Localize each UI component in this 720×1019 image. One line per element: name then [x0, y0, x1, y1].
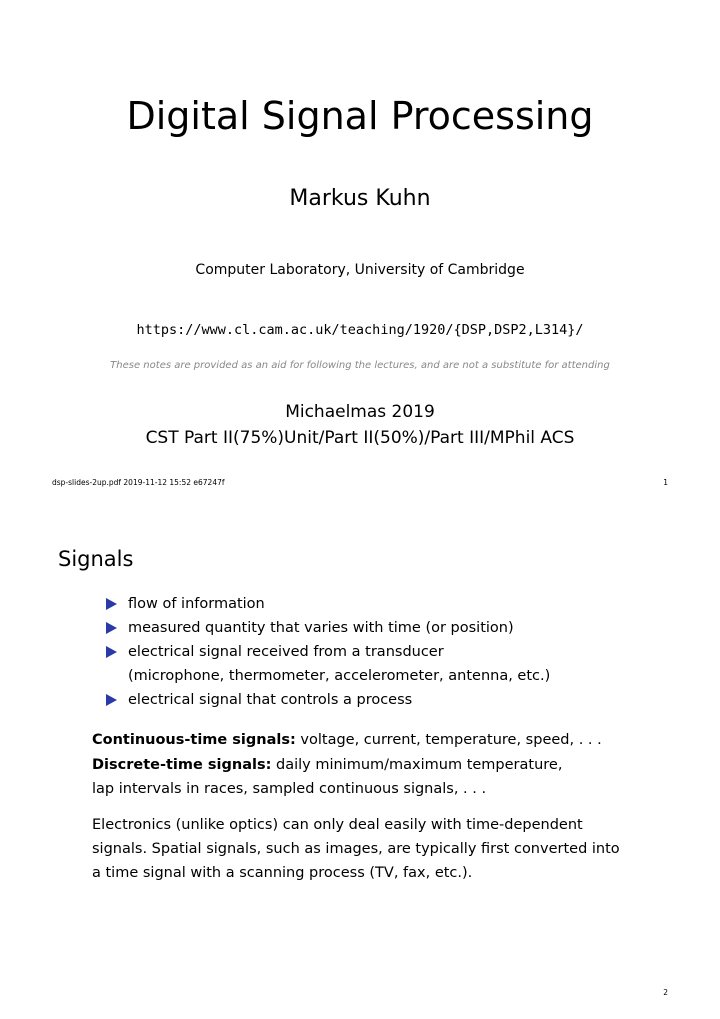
term-label: Michaelmas 2019	[285, 402, 435, 422]
list-item: electrical signal that controls a process	[106, 688, 666, 712]
list-item: electrical signal received from a transducer (microphone, thermometer, accelerometer, antenna, etc.)	[106, 640, 666, 688]
triangle-bullet-icon	[106, 598, 117, 610]
triangle-bullet-icon	[106, 694, 117, 706]
triangle-bullet-icon	[106, 622, 117, 634]
electronics-paragraph: Electronics (unlike optics) can only deal easily with time-dependent signals. Spatial signals, such as images, are typically first converted into a time signal with a scanning process (TV, fax, etc.).	[92, 817, 620, 881]
disclaimer-note: These notes are provided as an aid for following the lectures, and are not a substitute for attending	[110, 360, 610, 371]
discrete-text: daily minimum/maximum temperature,	[271, 757, 563, 773]
discrete-time-paragraph	[92, 753, 662, 801]
slide-title: Digital Signal Processing	[126, 94, 594, 138]
list-item: flow of information	[106, 592, 666, 616]
continuous-time-paragraph	[92, 728, 662, 752]
course-url[interactable]: https://www.cl.cam.ac.uk/teaching/1920/{DSP,DSP2,L314}/	[136, 322, 584, 338]
author-name: Markus Kuhn	[289, 186, 431, 211]
file-footer: dsp-slides-2up.pdf 2019-11-12 15:52 e67247f	[52, 478, 225, 487]
course-label: CST Part II(75%)Unit/Part II(50%)/Part III/MPhil ACS	[145, 428, 575, 448]
page-number: 2	[663, 988, 668, 997]
list-item: measured quantity that varies with time (or position)	[106, 616, 666, 640]
affiliation: Computer Laboratory, University of Cambridge	[195, 262, 525, 278]
slide-heading: Signals	[58, 547, 134, 571]
discrete-text-cont: lap intervals in races, sampled continuous signals, . . .	[92, 781, 487, 797]
continuous-text: voltage, current, temperature, speed, . . .	[295, 732, 602, 748]
bullet-list	[106, 592, 666, 712]
discrete-label: Discrete-time signals:	[92, 757, 272, 773]
triangle-bullet-icon	[106, 646, 117, 658]
page-number: 1	[663, 478, 668, 487]
signals-slide	[0, 510, 720, 1019]
continuous-label: Continuous-time signals:	[92, 732, 296, 748]
